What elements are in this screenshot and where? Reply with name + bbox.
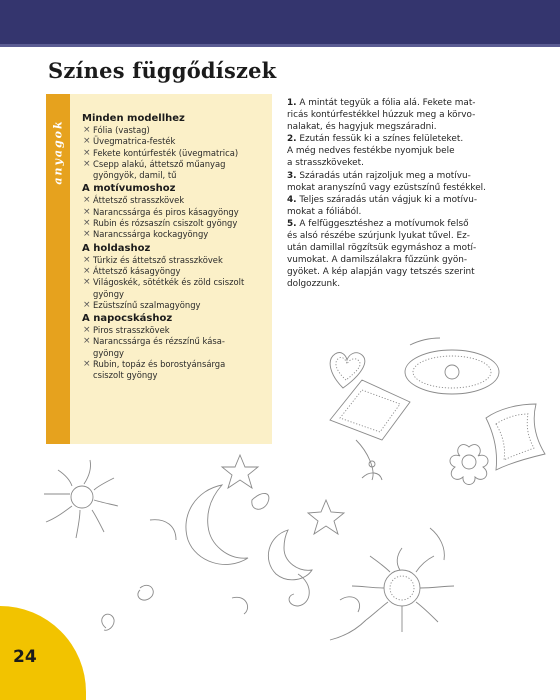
materials-section — [82, 112, 268, 181]
eye-pattern — [405, 338, 499, 394]
instruction-line — [287, 182, 515, 194]
materials-section-heading: A holdashoz — [82, 242, 151, 254]
step-text: mokat aranyszínű vagy ezüstszínű festékkel. — [287, 182, 486, 193]
instruction-line — [287, 206, 515, 218]
materials-item: × Világoskék, sötétkék és zöld csiszolt — [82, 277, 268, 288]
step-text: A felfüggesztéshez a motívumok felső — [299, 218, 469, 229]
materials-item: × Narancssárga kockagyöngy — [82, 229, 268, 240]
instruction-line — [287, 97, 515, 109]
step-number: 5. — [287, 218, 297, 229]
materials-item: csiszolt gyöngy — [93, 370, 158, 381]
step-number: 3. — [287, 170, 297, 181]
instruction-line — [287, 157, 515, 169]
materials-item: × Rubin, topáz és borostyánsárga — [82, 359, 268, 370]
materials-item: × Narancssárga és rézszínű kása- — [82, 336, 268, 347]
instruction-line — [287, 194, 515, 206]
step-text: után damillal rögzítsük egymáshoz a motí- — [287, 243, 477, 254]
instruction-steps — [287, 97, 515, 291]
instruction-line — [287, 133, 515, 145]
materials-item: × Fekete kontúrfesték (üvegmatrica) — [82, 148, 268, 159]
materials-section-heading: A napocskáshoz — [82, 313, 173, 325]
step-text: A mintát tegyük a fólia alá. Fekete mat- — [299, 98, 476, 108]
instruction-line — [287, 218, 515, 230]
materials-section-heading: A motívumoshoz — [82, 183, 176, 195]
materials-item: × Áttetsző strasszkövek — [82, 195, 268, 206]
materials-item: × Piros strasszkövek — [82, 325, 268, 336]
materials-section — [82, 242, 268, 311]
step-number: 2. — [287, 134, 297, 145]
materials-item: × Rubin és rózsaszín csiszolt gyöngy — [82, 218, 268, 229]
step-text: gyöket. A kép alapján vagy tetszés szerint — [287, 267, 475, 278]
materials-item: gyöngyök, damil, tű — [93, 170, 177, 181]
materials-list — [82, 111, 268, 382]
instruction-line — [287, 230, 515, 242]
page-title: Színes függődíszek — [48, 58, 277, 83]
star-pattern-top — [222, 455, 258, 488]
materials-item: gyöngy — [93, 347, 124, 358]
sun-pattern-bottom — [330, 528, 454, 640]
instruction-line — [287, 145, 515, 157]
flower-pattern — [450, 445, 488, 485]
diamond-pattern — [330, 380, 410, 480]
step-text: mokat a fóliából. — [287, 206, 362, 217]
instruction-line — [287, 254, 515, 266]
step-text: dolgozzunk. — [287, 279, 341, 290]
star-pattern-right — [308, 500, 344, 534]
materials-item: × Türkiz és áttetsző strasszkövek — [82, 255, 268, 266]
step-text: vumokat. A damilszálakra fűzzünk gyön- — [287, 255, 468, 266]
sun-pattern-left — [44, 460, 118, 538]
instruction-line — [287, 266, 515, 278]
instruction-line — [287, 121, 515, 133]
step-text: A még nedves festékbe nyomjuk bele — [287, 146, 455, 157]
step-text: és alsó részébe szúrjunk lyukat tűvel. Ez- — [287, 231, 470, 242]
materials-item: × Narancssárga és piros kásagyöngy — [82, 207, 268, 218]
pillow-pattern — [486, 404, 545, 470]
page-number: 24 — [13, 647, 37, 667]
materials-item: × Csepp alakú, áttetsző műanyag — [82, 159, 268, 170]
step-text: nalakat, és hagyjuk megszáradni. — [287, 122, 437, 133]
step-text: Teljes száradás után vágjuk ki a motívu- — [299, 194, 478, 205]
materials-section-heading: Minden modellhez — [82, 113, 185, 124]
materials-item: × Üvegmatrica-festék — [82, 136, 268, 147]
instruction-line — [287, 242, 515, 254]
instruction-line — [287, 170, 515, 182]
materials-item: × Áttetsző kásagyöngy — [82, 266, 268, 277]
heart-pattern — [330, 353, 365, 388]
step-text: Ezután fessük ki a színes felületeket. — [299, 134, 464, 145]
step-text: ricás kontúrfestékkel húzzuk meg a körvo- — [287, 110, 476, 121]
step-text: a strasszköveket. — [287, 158, 364, 169]
materials-item: gyöngy — [93, 288, 124, 299]
materials-section — [82, 182, 268, 240]
instruction-line — [287, 109, 515, 121]
step-text: Száradás után rajzoljuk meg a motívu- — [299, 170, 471, 181]
step-number: 1. — [287, 98, 297, 108]
top-band-rule — [0, 44, 560, 47]
materials-tab-label: anyagok — [51, 119, 65, 185]
materials-section — [82, 312, 268, 381]
top-color-band — [0, 0, 560, 44]
moon-pattern-large — [150, 485, 269, 564]
instruction-line — [287, 278, 515, 290]
materials-item: × Ezüstszínű szalmagyöngy — [82, 300, 268, 311]
materials-item: × Fólia (vastag) — [82, 125, 268, 136]
moon-pattern-small — [268, 530, 312, 580]
swirl-patterns — [102, 574, 360, 630]
step-number: 4. — [287, 194, 297, 205]
